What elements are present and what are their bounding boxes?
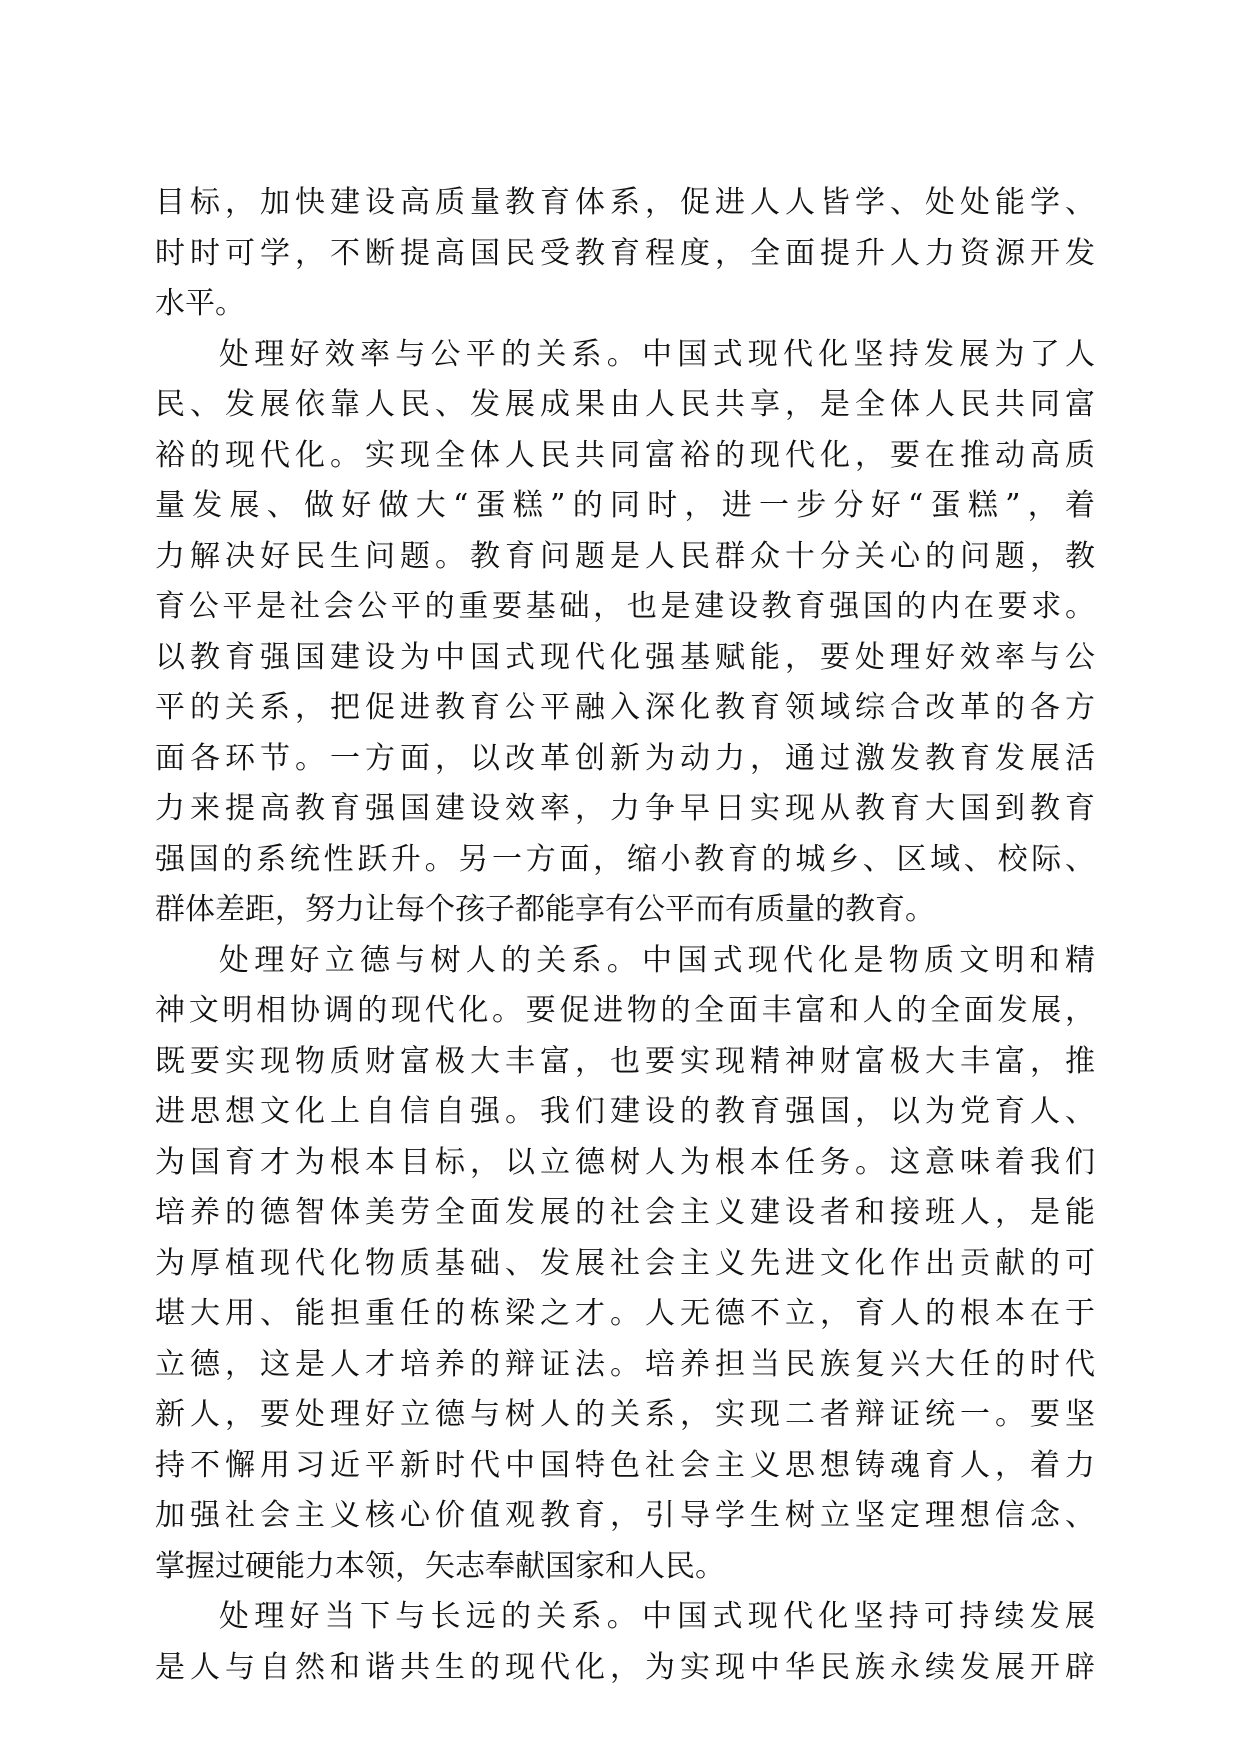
text-line: 以教育强国建设为中国式现代化强基赋能，要处理好效率与公: [155, 639, 1095, 675]
text-line: 神文明相协调的现代化。要促进物的全面丰富和人的全面发展，: [155, 993, 1095, 1028]
text-line: 掌握过硬能力本领，矢志奉献国家和人民。: [155, 1548, 725, 1584]
text-line: 面各环节。一方面，以改革创新为动力，通过激发教育发展活: [155, 740, 1095, 776]
text-line: 力解决好民生问题。教育问题是人民群众十分关心的问题，教: [155, 538, 1095, 574]
text-line: 目标，加快建设高质量教育体系，促进人人皆学、处处能学、: [155, 185, 1095, 220]
text-line: 加强社会主义核心价值观教育，引导学生树立坚定理想信念、: [155, 1498, 1095, 1533]
text-line: 堪大用、能担重任的栋梁之才。人无德不立，育人的根本在于: [155, 1296, 1095, 1331]
text-line: 强国的系统性跃升。另一方面，缩小教育的城乡、区域、校际、: [155, 841, 1095, 877]
text-line: 新人，要处理好立德与树人的关系，实现二者辩证统一。要坚: [155, 1397, 1095, 1432]
text-line: 为厚植现代化物质基础、发展社会主义先进文化作出贡献的可: [155, 1245, 1095, 1281]
paragraph-heading-line: 处理好效率与公平的关系。中国式现代化坚持发展为了人: [219, 336, 1095, 372]
text-line: 持不懈用习近平新时代中国特色社会主义思想铸魂育人，着力: [155, 1447, 1095, 1483]
body-text: [155, 178, 1095, 1693]
text-line: 进思想文化上自信自强。我们建设的教育强国，以为党育人、: [155, 1094, 1095, 1129]
text-line: 量发展、做好做大“蛋糕”的同时，进一步分好“蛋糕”，着: [155, 488, 1095, 523]
text-line: 民、发展依靠人民、发展成果由人民共享，是全体人民共同富: [155, 387, 1095, 422]
text-line: 培养的德智体美劳全面发展的社会主义建设者和接班人，是能: [155, 1195, 1095, 1230]
text-line: 是人与自然和谐共生的现代化，为实现中华民族永续发展开辟: [155, 1649, 1095, 1685]
text-line: 立德，这是人才培养的辩证法。培养担当民族复兴大任的时代: [155, 1346, 1095, 1382]
text-line: 育公平是社会公平的重要基础，也是建设教育强国的内在要求。: [155, 589, 1095, 624]
paragraph-heading-line: 处理好立德与树人的关系。中国式现代化是物质文明和精: [219, 942, 1095, 978]
text-line: 群体差距，努力让每个孩子都能享有公平而有质量的教育。: [155, 892, 935, 927]
text-line: 力来提高教育强国建设效率，力争早日实现从教育大国到教育: [155, 791, 1095, 826]
text-line: 水平。: [155, 286, 245, 321]
text-line: 为国育才为根本目标，以立德树人为根本任务。这意味着我们: [155, 1144, 1095, 1180]
text-line: 时时可学，不断提高国民受教育程度，全面提升人力资源开发: [155, 235, 1095, 271]
text-line: 平的关系，把促进教育公平融入深化教育领域综合改革的各方: [155, 690, 1095, 725]
text-line: 裕的现代化。实现全体人民共同富裕的现代化，要在推动高质: [155, 437, 1095, 473]
paragraph-heading-line: 处理好当下与长远的关系。中国式现代化坚持可持续发展: [219, 1599, 1095, 1634]
text-line: 既要实现物质财富极大丰富，也要实现精神财富极大丰富，推: [155, 1043, 1095, 1079]
